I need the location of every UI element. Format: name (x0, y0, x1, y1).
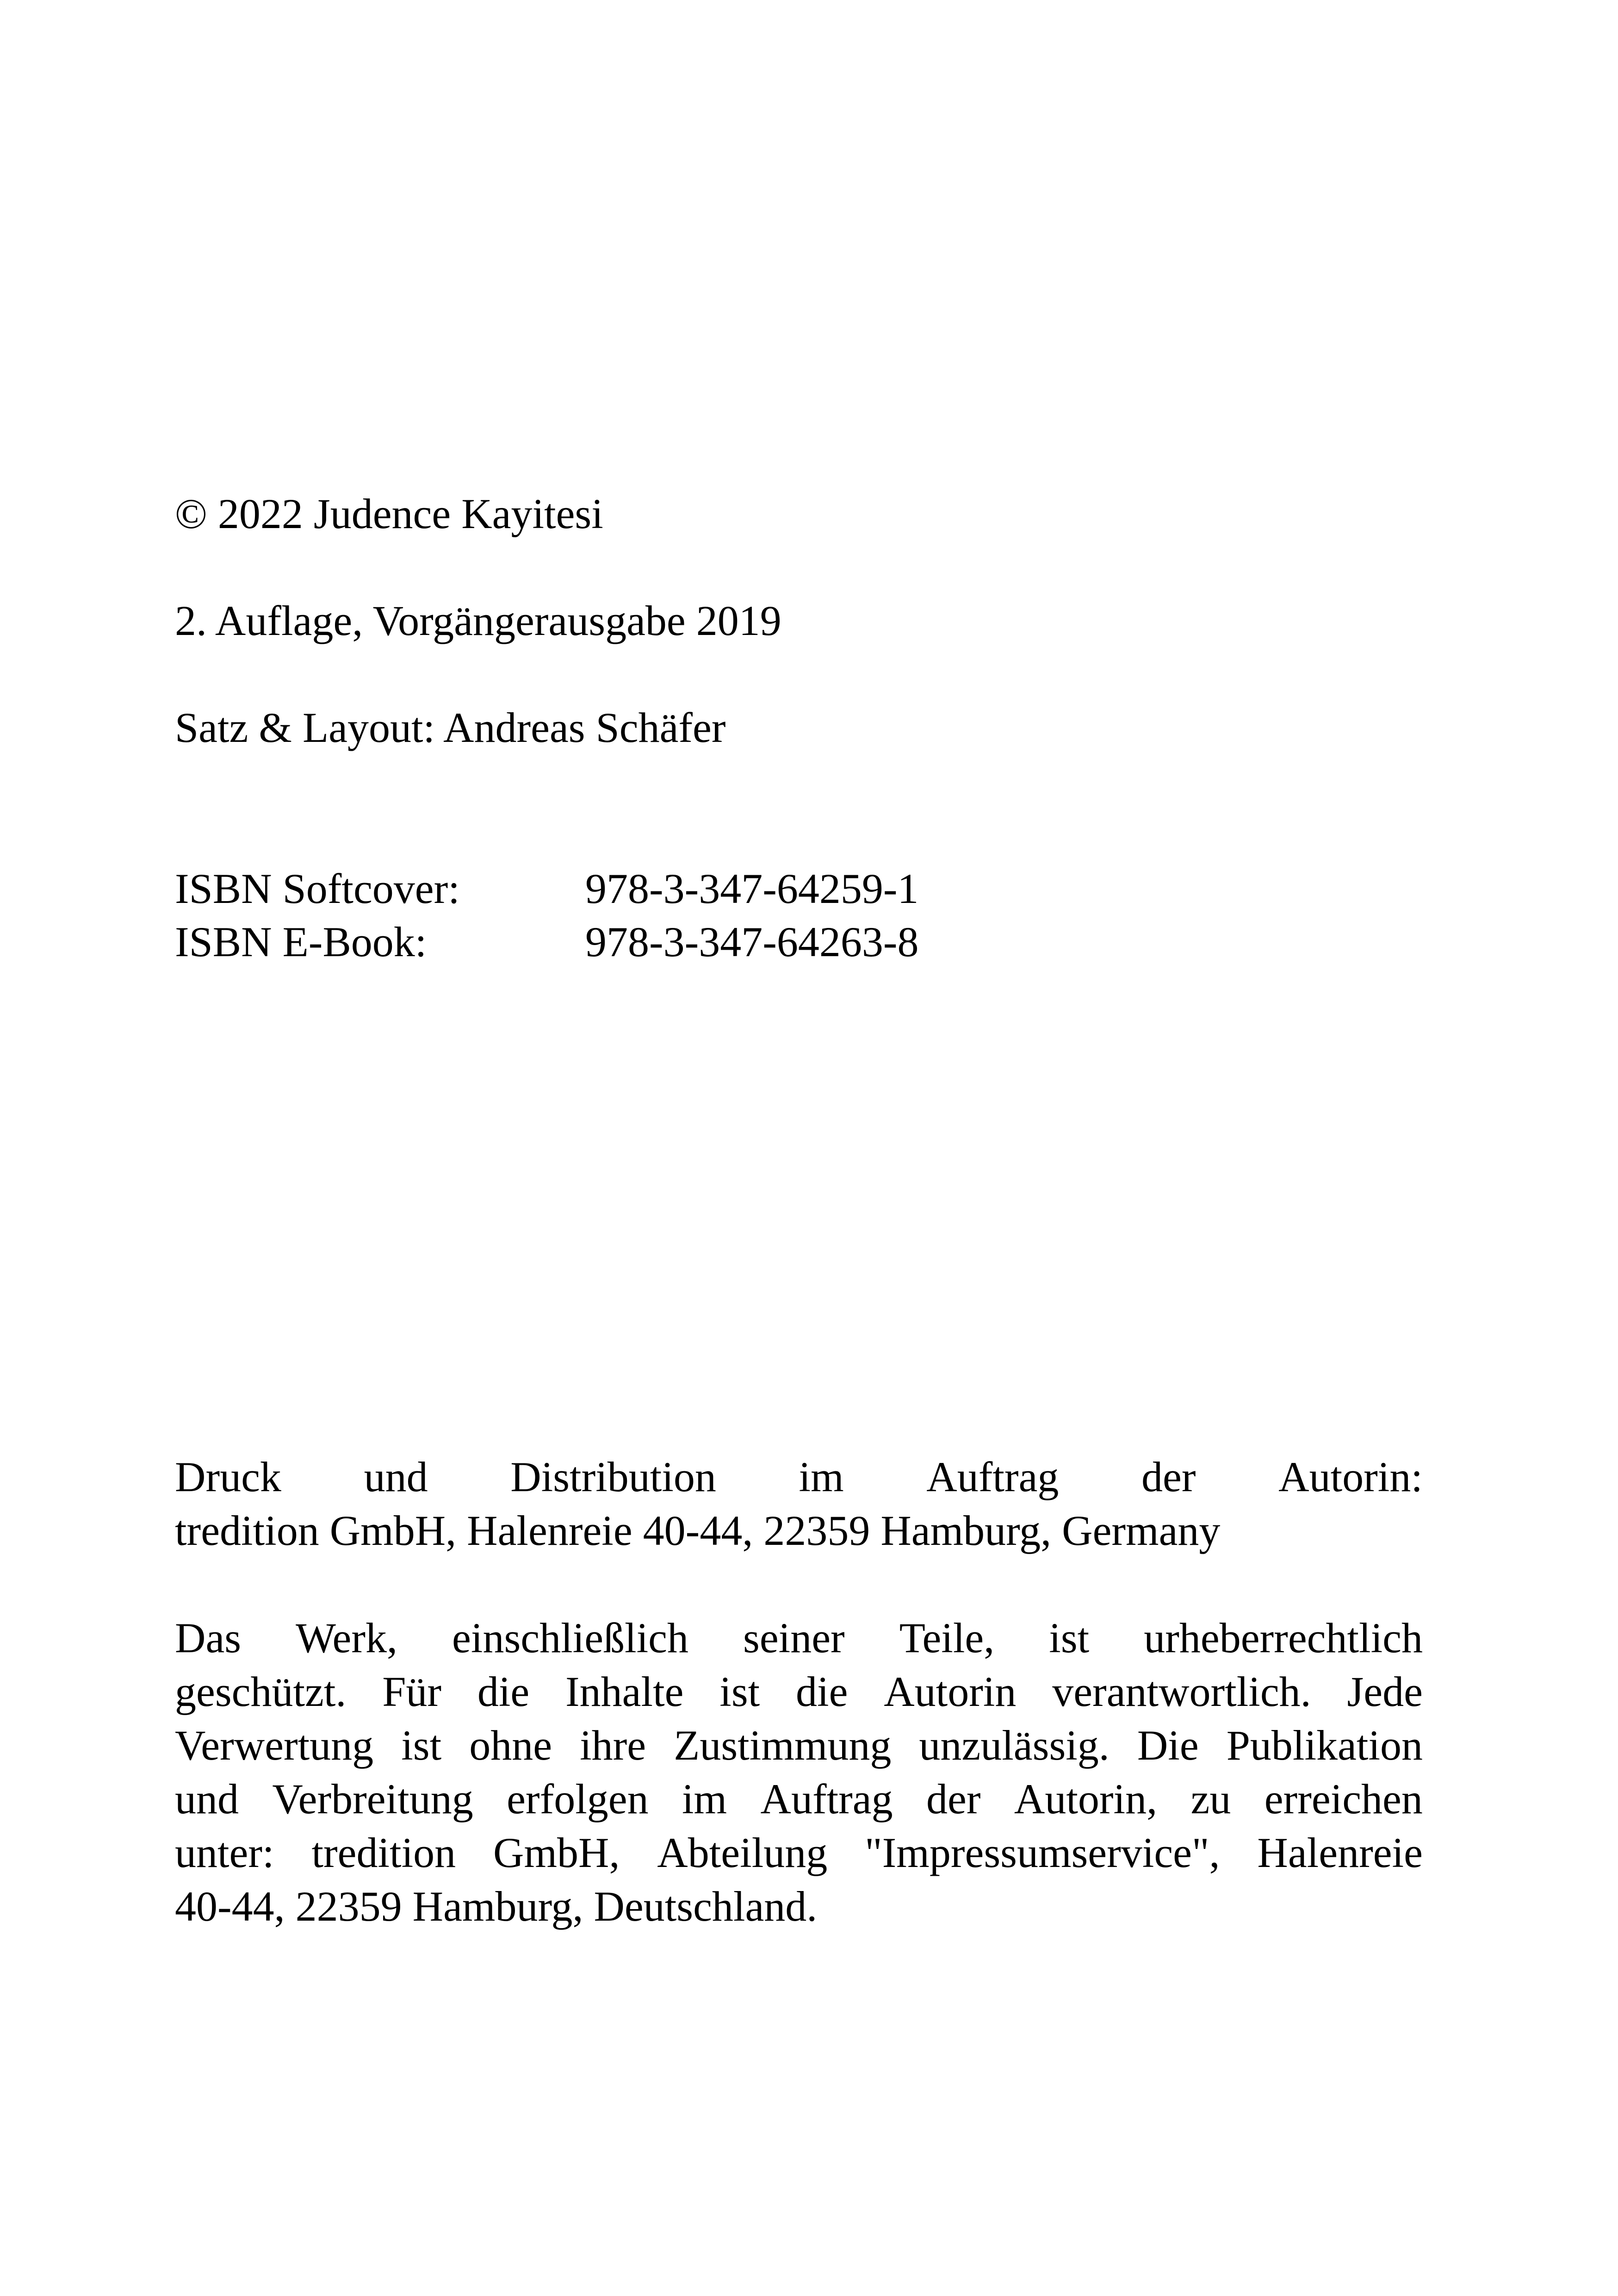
legal-notice-paragraph (175, 1611, 1423, 1933)
paragraph-word: die (796, 1668, 848, 1715)
paragraph-word: urheberrechtlich (1144, 1614, 1423, 1661)
paragraph-line (175, 1826, 1423, 1879)
paragraph-word: die (477, 1668, 530, 1715)
isbn-ebook-row (175, 915, 919, 969)
paragraph-word: Publikation (1226, 1722, 1423, 1769)
paragraph-word: ihre (580, 1722, 646, 1769)
paragraph-word: zu (1190, 1775, 1231, 1823)
paragraph-word: Für (382, 1668, 442, 1715)
paragraph-word: Distribution (510, 1453, 716, 1500)
paragraph-word: der (1141, 1453, 1196, 1500)
paragraph-word: unzulässig. (919, 1722, 1110, 1769)
paragraph-word: Autorin: (1278, 1453, 1423, 1500)
paragraph-line (175, 1665, 1423, 1718)
paragraph-word: Autorin, (1014, 1775, 1158, 1823)
paragraph-line (175, 1718, 1423, 1772)
paragraph-word: Inhalte (565, 1668, 684, 1715)
paragraph-word: geschützt. (175, 1668, 347, 1715)
paragraph-word: ist (1049, 1614, 1090, 1661)
paragraph-line (175, 1450, 1423, 1504)
paragraph-word: Teile, (899, 1614, 995, 1661)
paragraph-word: Druck (175, 1453, 281, 1500)
paragraph-word: ist (719, 1668, 760, 1715)
isbn-softcover-row (175, 862, 919, 915)
paragraph-line (175, 1772, 1423, 1826)
paragraph-word: im (799, 1453, 844, 1500)
paragraph-word: im (682, 1775, 727, 1823)
paragraph-word: verantwortlich. (1052, 1668, 1311, 1715)
paragraph-word: einschließlich (452, 1614, 688, 1661)
paragraph-line (175, 1611, 1423, 1665)
paragraph-word: seiner (743, 1614, 845, 1661)
paragraph-word: der (926, 1775, 981, 1823)
paragraph-word: Halenreie (1257, 1829, 1423, 1876)
paragraph-word: erreichen (1264, 1775, 1423, 1823)
copyright-line: © 2022 Judence Kayitesi (175, 490, 603, 537)
layout-credit-line: Satz & Layout: Andreas Schäfer (175, 704, 726, 751)
paragraph-word: Auftrag (926, 1453, 1059, 1500)
paragraph-word: und (175, 1775, 239, 1823)
paragraph-word: Auftrag (760, 1775, 893, 1823)
paragraph-word: ohne (469, 1722, 552, 1769)
paragraph-line: tredition GmbH, Halenreie 40-44, 22359 Hamburg, Germany (175, 1507, 1221, 1554)
isbn-softcover-label: ISBN Softcover: (175, 865, 460, 912)
isbn-ebook-label: ISBN E-Book: (175, 918, 427, 965)
paragraph-word: Autorin (884, 1668, 1017, 1715)
isbn-softcover-value: 978-3-347-64259-1 (585, 865, 919, 912)
paragraph-word: Verwertung (175, 1722, 374, 1769)
paragraph-line: 40-44, 22359 Hamburg, Deutschland. (175, 1883, 818, 1930)
paragraph-word: Jede (1347, 1668, 1423, 1715)
paragraph-word: unter: (175, 1829, 274, 1876)
isbn-ebook-value: 978-3-347-64263-8 (585, 918, 919, 965)
paragraph-word: "Impressumservice", (865, 1829, 1220, 1876)
paragraph-word: Verbreitung (272, 1775, 473, 1823)
print-distribution-paragraph (175, 1450, 1423, 1557)
paragraph-word: GmbH, (493, 1829, 620, 1876)
paragraph-word: Die (1137, 1722, 1199, 1769)
paragraph-word: Zustimmung (674, 1722, 892, 1769)
paragraph-word: Abteilung (657, 1829, 828, 1876)
paragraph-word: ist (401, 1722, 442, 1769)
paragraph-word: und (364, 1453, 428, 1500)
paragraph-word: Werk, (296, 1614, 398, 1661)
paragraph-word: Das (175, 1614, 242, 1661)
paragraph-word: tredition (311, 1829, 456, 1876)
paragraph-word: erfolgen (507, 1775, 649, 1823)
edition-line: 2. Auflage, Vorgängerausgabe 2019 (175, 597, 781, 644)
